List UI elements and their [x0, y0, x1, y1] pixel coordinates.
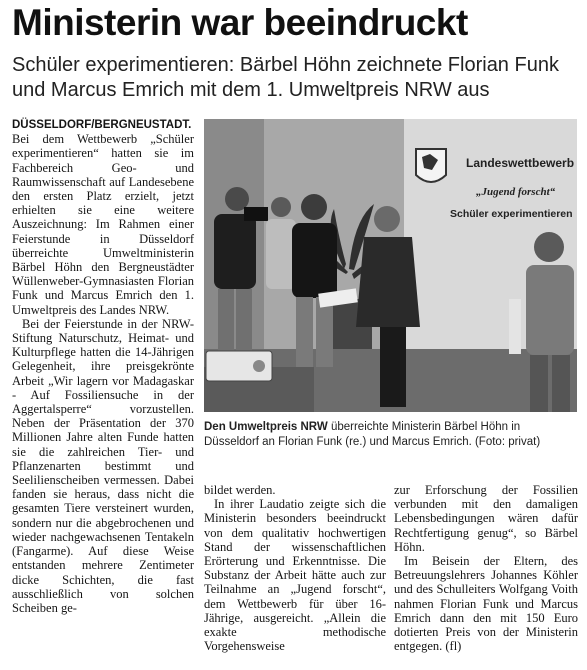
- caption-bold: Den Umweltpreis NRW: [204, 421, 328, 433]
- article-headline: Ministerin war beeindruckt: [12, 2, 468, 43]
- article-photo: [204, 119, 577, 412]
- paragraph-text: Bei dem Wettbewerb „Schüler experimentieren“ hatten sie im Fachbereich Geo- und Raumwissenschaft auf Landesebene den ersten Platz erzielt, jetzt erhielten sie eine weitere Auszeichnung: Im Rahmen einer Feierstunde in Düsseldorf überreichte Umweltministerin Bärbel Höhn den Bergneustädter Wüllenweber-Gymnasiasten Florian Funk und Marcus Emrich den 1. Umweltpreis des Landes NRW.: [12, 132, 194, 317]
- banner-line-3: Schüler experimentieren: [450, 208, 573, 220]
- coat-of-arms-icon: [416, 149, 446, 182]
- article-paragraph: Im Beisein der Eltern, des Betreuungslehrers Johannes Köhler und des Schulleiters Wolfgang Voith nahmen Florian Funk und Marcus Emrich dann den mit 150 Euro dotierten Preis von der Ministerin entgegen. (fl): [394, 554, 578, 654]
- article-column-3: [394, 483, 578, 653]
- banner-line-2: „Jugend forscht“: [476, 186, 556, 198]
- article-column-2: [204, 483, 386, 653]
- article-column-1: [12, 117, 194, 615]
- caption-text: überreichte Ministerin Bärbel Höhn in Düsseldorf an Florian Funk (re.) und Marcus Emrich. (Foto: privat): [204, 421, 541, 448]
- article-paragraph: [12, 117, 194, 317]
- article-paragraph: Bei der Feierstunde in der NRW-Stiftung Naturschutz, Heimat- und Kulturpflege hatten die 14-Jährigen Gelegenheit, ihre preisgekrönte Arbeit „Wir lagern vor Madagaskar - Auf Fossiliensuche in der Aggertalsperre“ vorzustellen. Neben der Präsentation der 370 Millionen Jahre alten Funde hatten sie die zahlreichen Tier- und Pflanzenarten bestimmt und Seelilienscheiben vermessen. Dabei fanden sie heraus, dass nicht die gesamten Tiere versteinert wurden, sondern nur die abgebrochenen und wieder nachgewachsenen Tentakeln (Fangarme). Auf diese Weise entstanden mehrere Zentimeter dicke Schichten, die fast ausschließlich von solchen Scheiben ge-: [12, 316, 194, 615]
- photo-caption: [204, 420, 578, 450]
- article-paragraph: zur Erforschung der Fossilien verbunden mit den damaligen Lebensbedingungen wären dafür Rechtfertigung genug“, so Bärbel Höhn.: [394, 483, 578, 554]
- dateline: DÜSSELDORF/BERGNEUSTADT.: [12, 119, 192, 131]
- banner-line-1: Landeswettbewerb: [466, 156, 575, 170]
- article-subheadline: Schüler experimentieren: Bärbel Höhn zeichnete Florian Funk und Marcus Emrich mit dem 1. Umweltpreis NRW aus: [12, 54, 559, 101]
- article-paragraph: In ihrer Laudatio zeigte sich die Ministerin besonders beeindruckt von dem qualitativ hochwertigen Stand der wissenschaftlichen Erörterung und Erkenntnisse. Die Substanz der Arbeit hätte auch zur Teilnahme an „Jugend forscht“, dem Wettbewerb für über 16-Jährige, ausgereicht. „Allein die exakte methodische Vorgehensweise: [204, 497, 386, 654]
- photo-illustration: [204, 119, 577, 412]
- article-paragraph: bildet werden.: [204, 483, 276, 497]
